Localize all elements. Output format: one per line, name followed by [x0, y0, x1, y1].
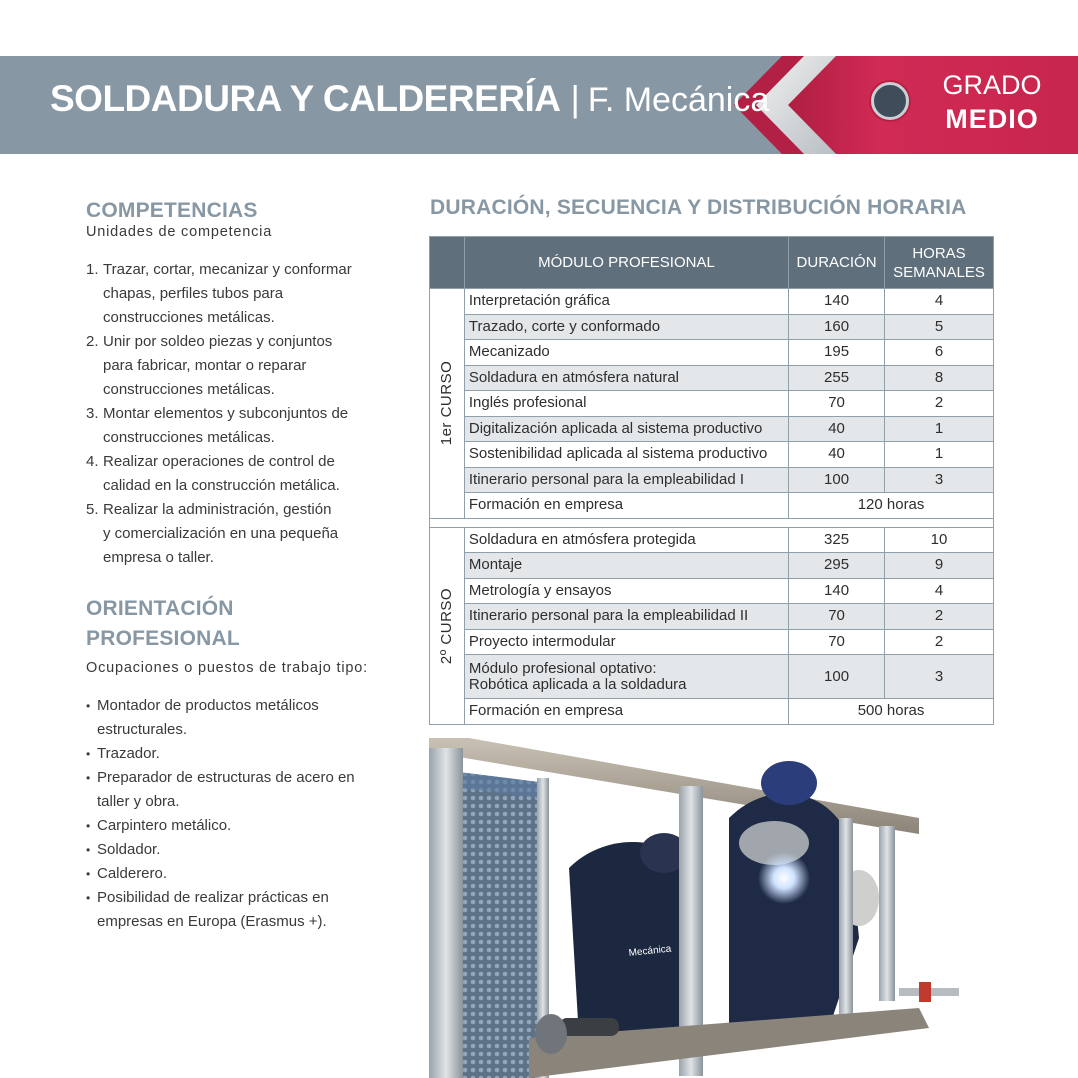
module-weekly-hours: 10	[885, 527, 994, 553]
course-separator-cell	[430, 518, 994, 527]
header-banner	[0, 56, 1078, 154]
table-row	[430, 604, 994, 630]
module-duration: 160	[789, 314, 885, 340]
occupation-text-line: • Trazador.	[97, 745, 160, 762]
competencia-item	[86, 330, 386, 402]
module-name: Digitalización aplicada al sistema productivo	[464, 416, 788, 442]
course-label: 2º CURSO	[437, 587, 455, 664]
internship-hours: 500 horas	[789, 699, 994, 725]
competencias-list	[86, 258, 386, 570]
grade-line-2: MEDIO	[945, 104, 1039, 134]
header-weekly-line-2: SEMANALES	[893, 263, 985, 281]
module-duration: 255	[789, 365, 885, 391]
table-row	[430, 391, 994, 417]
header-weekly-line-1: HORAS	[912, 244, 966, 262]
table-row	[430, 289, 994, 315]
weld-spark	[758, 852, 810, 904]
competencia-text-line: construcciones metálicas.	[103, 429, 275, 446]
module-weekly-hours: 2	[885, 629, 994, 655]
table-row	[430, 340, 994, 366]
module-duration: 325	[789, 527, 885, 553]
orientacion-section	[86, 594, 386, 934]
table-row-optional	[430, 655, 994, 699]
module-duration: 295	[789, 553, 885, 579]
module-duration: 70	[789, 391, 885, 417]
competencia-number: 4.	[86, 453, 99, 470]
module-name: Sostenibilidad aplicada al sistema productivo	[464, 442, 788, 468]
module-duration: 70	[789, 604, 885, 630]
competencia-text-line: empresa o taller.	[103, 549, 214, 566]
occupation-item	[86, 838, 386, 862]
occupation-item	[86, 742, 386, 766]
orientacion-title-1: ORIENTACIÓN	[86, 597, 234, 620]
occupation-text-line: • Soldador.	[97, 841, 161, 858]
module-duration: 100	[789, 655, 885, 699]
module-name: Proyecto intermodular	[464, 629, 788, 655]
module-weekly-hours: 8	[885, 365, 994, 391]
occupation-text-line: empresas en Europa (Erasmus +).	[97, 913, 327, 930]
internship-name: Formación en empresa	[464, 699, 788, 725]
optional-line-2: Robótica aplicada a la soldadura	[468, 675, 687, 693]
course-label: 1er CURSO	[437, 360, 455, 446]
competencia-text-line: Realizar operaciones de control de	[103, 453, 335, 470]
frame-post-right	[879, 826, 895, 1001]
grade-label	[942, 68, 1042, 136]
title-main: SOLDADURA Y CALDERERÍA	[50, 78, 561, 119]
occupation-item	[86, 862, 386, 886]
module-duration: 140	[789, 289, 885, 315]
module-name: Inglés profesional	[464, 391, 788, 417]
table-row	[430, 527, 994, 553]
page-title	[50, 78, 769, 132]
competencia-text-line: construcciones metálicas.	[103, 381, 275, 398]
module-weekly-hours: 1	[885, 416, 994, 442]
module-name: Mecanizado	[464, 340, 788, 366]
competencia-text-line: Unir por soldeo piezas y conjuntos	[103, 333, 333, 350]
header-weekly	[885, 237, 994, 289]
occupation-item	[86, 886, 386, 934]
internship-name: Formación en empresa	[464, 493, 788, 519]
table-row	[430, 467, 994, 493]
competencia-item	[86, 258, 386, 330]
occupation-text-line: • Calderero.	[97, 865, 168, 882]
occupations-list	[86, 694, 386, 934]
table-row	[430, 314, 994, 340]
table-row	[430, 553, 994, 579]
mesh-panel	[459, 772, 539, 1078]
module-name: Metrología y ensayos	[464, 578, 788, 604]
title-separator: |	[570, 78, 580, 119]
shirt-logo-text: Mecánica	[628, 943, 672, 959]
competencia-item	[86, 402, 386, 450]
orientacion-title-2: PROFESIONAL	[86, 627, 240, 650]
occupation-text-line: taller y obra.	[97, 793, 180, 810]
competencia-item	[86, 498, 386, 570]
competencias-title: COMPETENCIAS	[86, 199, 258, 222]
module-duration: 100	[789, 467, 885, 493]
welding-photo	[429, 738, 969, 1078]
module-weekly-hours: 5	[885, 314, 994, 340]
welding-helmet	[761, 761, 817, 805]
course-label-cell	[430, 289, 465, 519]
grade-dot-icon	[871, 82, 909, 120]
module-weekly-hours: 9	[885, 553, 994, 579]
header-module: MÓDULO PROFESIONAL	[464, 237, 788, 289]
competencia-item	[86, 450, 386, 498]
competencia-text-line: chapas, perfiles tubos para	[103, 285, 284, 302]
module-duration: 40	[789, 442, 885, 468]
course-separator-row	[430, 518, 994, 527]
module-name: Interpretación gráfica	[464, 289, 788, 315]
table-row	[430, 578, 994, 604]
module-name: Trazado, corte y conformado	[464, 314, 788, 340]
table-row	[430, 365, 994, 391]
competencia-number: 1.	[86, 261, 99, 278]
module-name: Soldadura en atmósfera protegida	[464, 527, 788, 553]
occupation-text-line: • Posibilidad de realizar prácticas en	[97, 889, 329, 906]
competencia-text-line: Realizar la administración, gestión	[103, 501, 332, 518]
competencia-text-line: Trazar, cortar, mecanizar y conformar	[103, 261, 352, 278]
module-name: Montaje	[464, 553, 788, 579]
module-weekly-hours: 1	[885, 442, 994, 468]
module-weekly-hours: 4	[885, 289, 994, 315]
competencia-text-line: calidad en la construcción metálica.	[103, 477, 340, 494]
module-name-optional	[464, 655, 788, 699]
table-header-row	[430, 237, 994, 289]
competencia-number: 2.	[86, 333, 99, 350]
module-weekly-hours: 3	[885, 655, 994, 699]
competencia-number: 5.	[86, 501, 99, 518]
competencia-text-line: construcciones metálicas.	[103, 309, 275, 326]
occupation-text-line: • Montador de productos metálicos	[97, 697, 319, 714]
left-column	[86, 196, 386, 934]
competencia-number: 3.	[86, 405, 99, 422]
table-row	[430, 416, 994, 442]
occupation-item	[86, 766, 386, 814]
module-duration: 40	[789, 416, 885, 442]
table-row-internship	[430, 493, 994, 519]
header-duration: DURACIÓN	[789, 237, 885, 289]
header-corner	[430, 237, 465, 289]
module-name: Soldadura en atmósfera natural	[464, 365, 788, 391]
competencia-text-line: Montar elementos y subconjuntos de	[103, 405, 349, 422]
module-weekly-hours: 4	[885, 578, 994, 604]
orientacion-subtitle: Ocupaciones o puestos de trabajo tipo:	[86, 660, 368, 676]
title-family: F. Mecánica	[587, 81, 770, 119]
module-weekly-hours: 2	[885, 391, 994, 417]
grinder-tool	[559, 1018, 619, 1036]
table-row	[430, 442, 994, 468]
schedule-table	[429, 236, 994, 725]
occupation-item	[86, 694, 386, 742]
table-row-internship	[430, 699, 994, 725]
table-row	[430, 629, 994, 655]
module-duration: 195	[789, 340, 885, 366]
module-duration: 140	[789, 578, 885, 604]
internship-hours: 120 horas	[789, 493, 994, 519]
module-name: Itinerario personal para la empleabilidad I	[464, 467, 788, 493]
module-duration: 70	[789, 629, 885, 655]
module-weekly-hours: 6	[885, 340, 994, 366]
module-name: Itinerario personal para la empleabilidad II	[464, 604, 788, 630]
module-weekly-hours: 3	[885, 467, 994, 493]
competencias-subtitle: Unidades de competencia	[86, 224, 273, 240]
module-weekly-hours: 2	[885, 604, 994, 630]
frame-post-left	[429, 748, 463, 1078]
occupation-item	[86, 814, 386, 838]
optional-line-1: Módulo profesional optativo:	[468, 659, 657, 677]
competencia-text-line: y comercialización en una pequeña	[103, 525, 339, 542]
course-label-cell	[430, 527, 465, 724]
competencia-text-line: para fabricar, montar o reparar	[103, 357, 307, 374]
occupation-text-line: • Preparador de estructuras de acero en	[97, 769, 355, 786]
grade-line-1: GRADO	[942, 70, 1042, 100]
occupation-text-line: estructurales.	[97, 721, 188, 738]
occupation-text-line: • Carpintero metálico.	[97, 817, 232, 834]
schedule-title: DURACIÓN, SECUENCIA Y DISTRIBUCIÓN HORARIA	[430, 196, 967, 219]
